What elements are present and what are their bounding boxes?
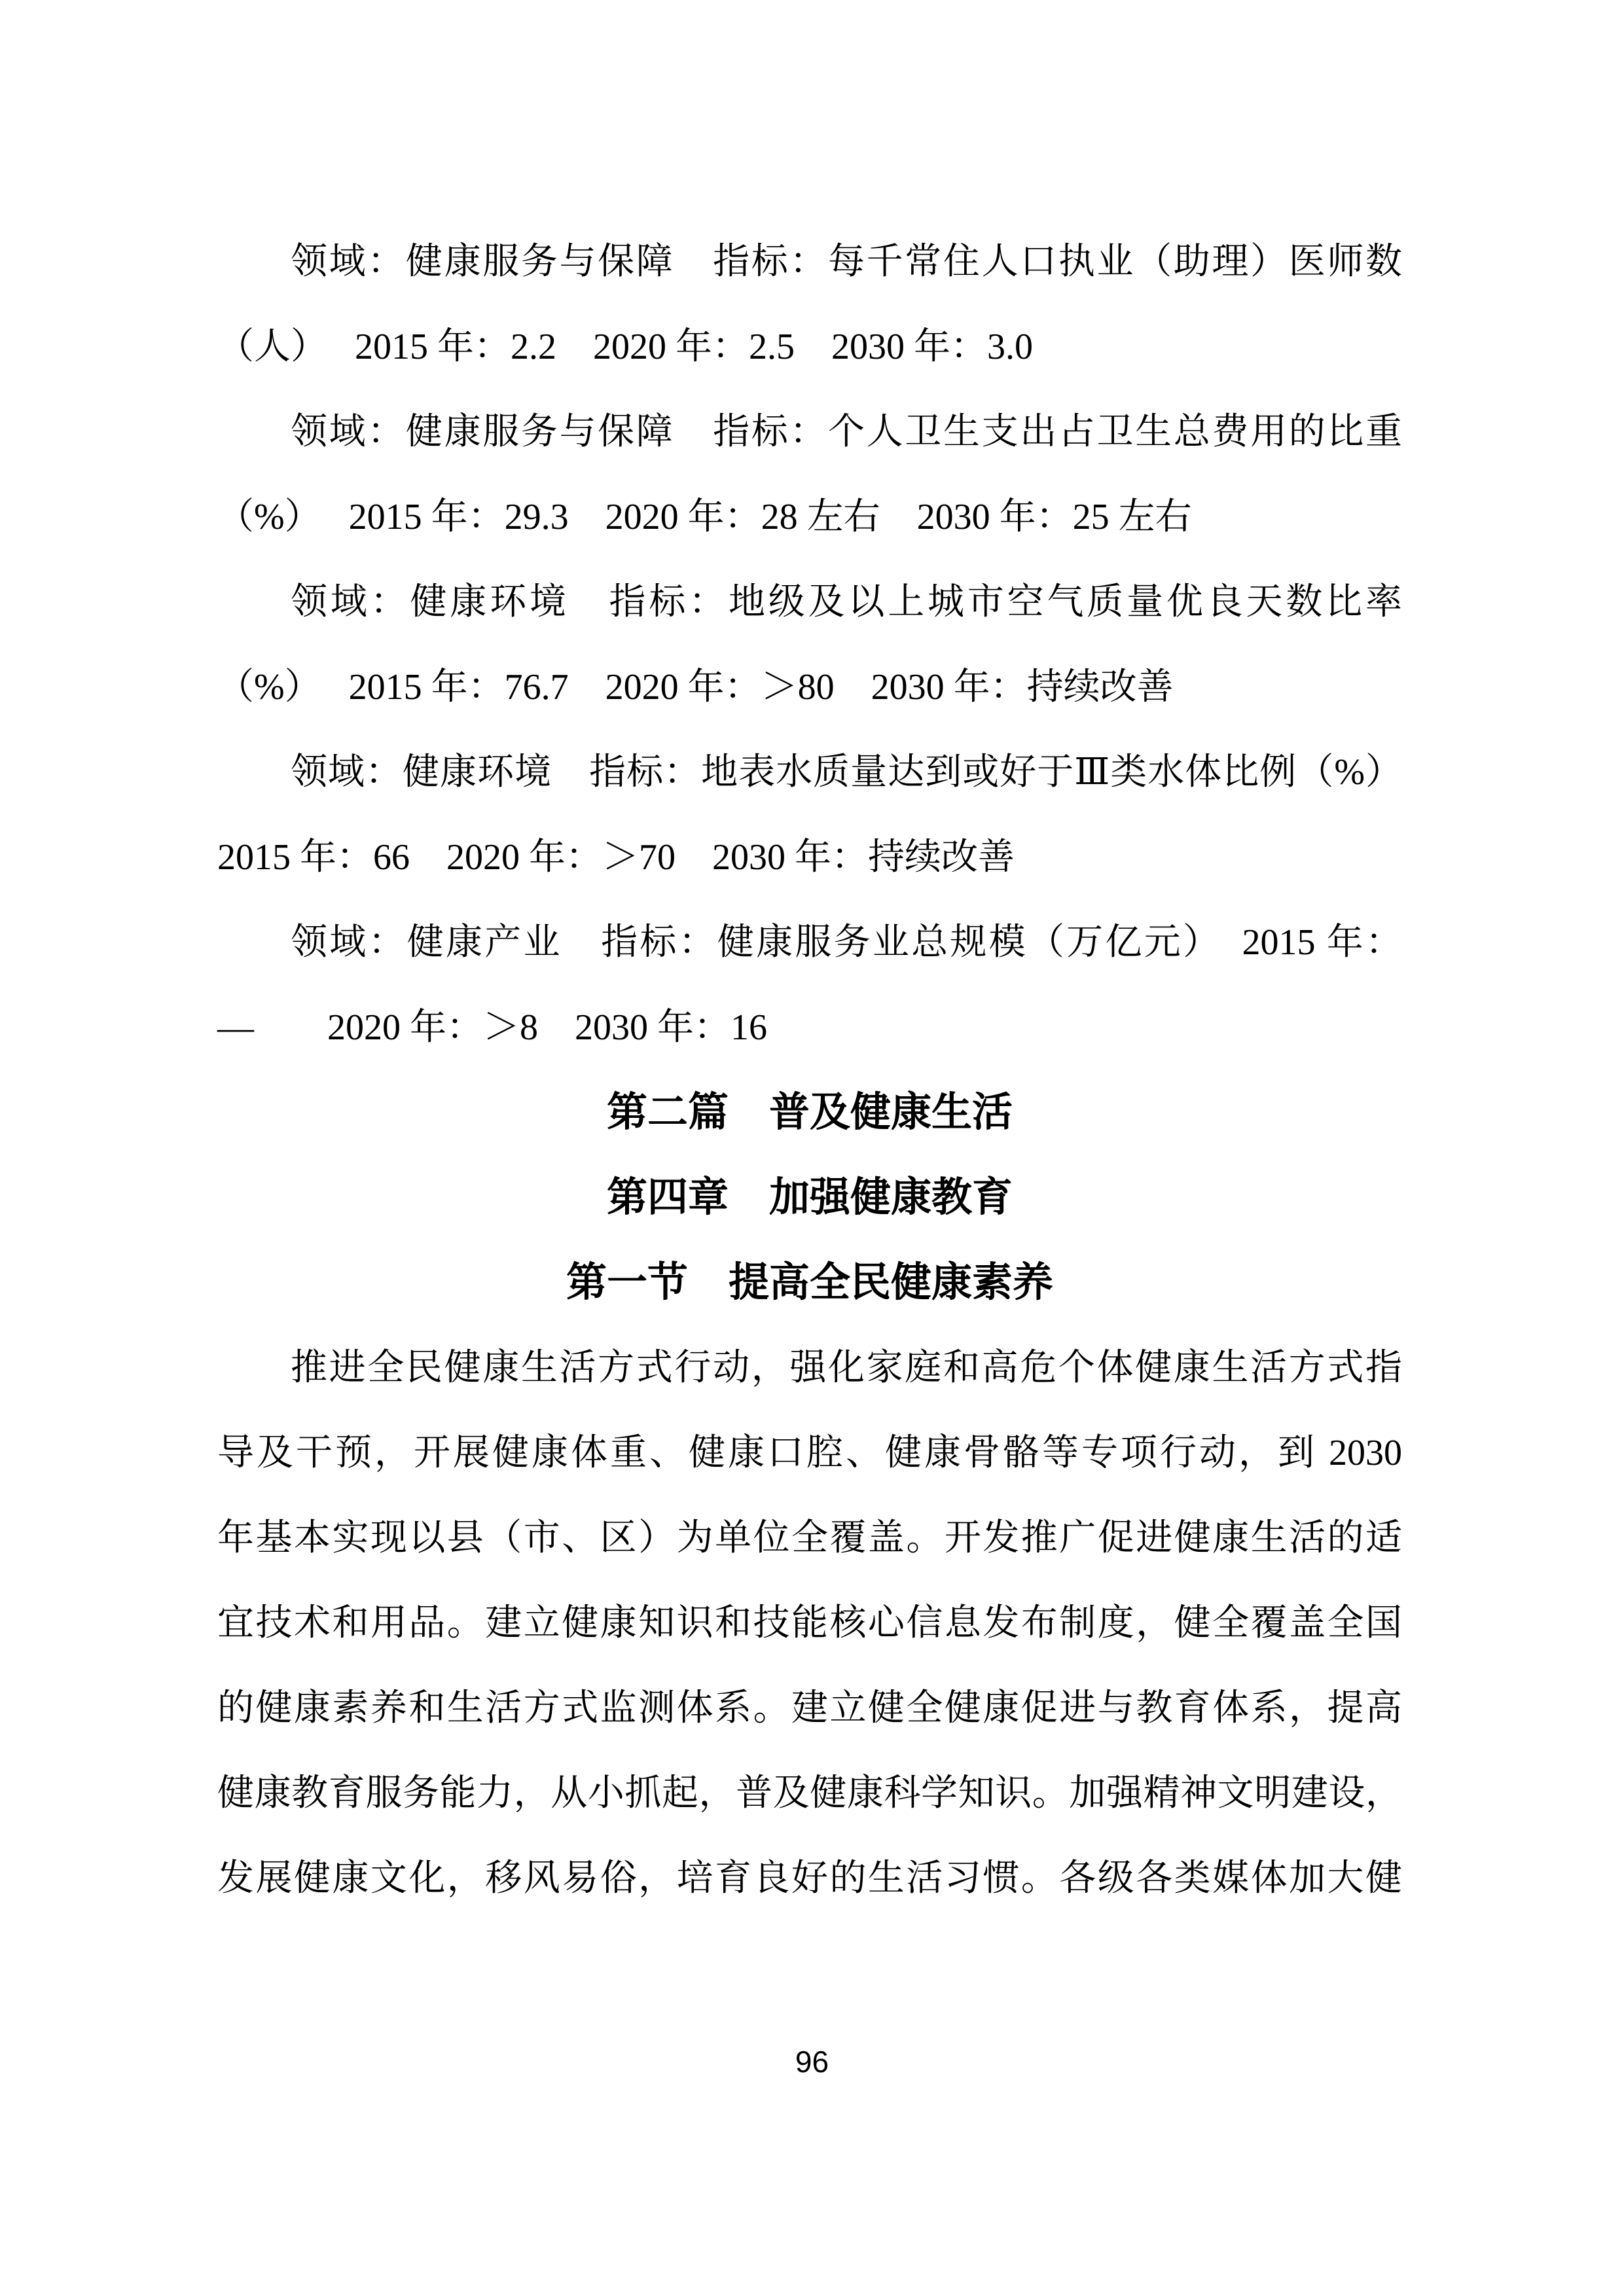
indicator-values-line-1: （人） 2015 年：2.2 2020 年：2.5 2030 年：3.0: [217, 327, 1033, 367]
paragraph-line-7: 发展健康文化，移风易俗，培育良好的生活习惯。各级各类媒体加大健: [217, 1858, 1402, 1899]
paragraph-line-2: 导及干预，开展健康体重、健康口腔、健康骨骼等专项行动，到 2030: [217, 1433, 1402, 1473]
paragraph-line-1: 推进全民健康生活方式行动，强化家庭和高危个体健康生活方式指: [291, 1348, 1402, 1388]
paragraph-line-5: 的健康素养和生活方式监测体系。建立健全健康促进与教育体系，提高: [217, 1688, 1402, 1729]
indicator-values-line-2: （%） 2015 年：29.3 2020 年：28 左右 2030 年：25 左右: [217, 497, 1192, 537]
indicator-line-5: 领域：健康产业 指标：健康服务业总规模（万亿元） 2015 年：: [291, 922, 1402, 963]
section-heading: 第一节 提高全民健康素养: [566, 1261, 1053, 1305]
text-column: [217, 219, 1402, 1921]
indicator-line-1: 领域：健康服务与保障 指标：每千常住人口执业（助理）医师数: [291, 242, 1402, 282]
indicator-line-4: 领域：健康环境 指标：地表水质量达到或好于Ⅲ类水体比例（%）: [291, 752, 1402, 793]
indicator-line-3: 领域：健康环境 指标：地级及以上城市空气质量优良天数比率: [291, 582, 1402, 622]
indicator-values-line-4: 2015 年：66 2020 年：＞70 2030 年：持续改善: [217, 837, 1015, 878]
paragraph-line-3: 年基本实现以县（市、区）为单位全覆盖。开发推广促进健康生活的适: [217, 1518, 1402, 1558]
page-number: 96: [795, 2045, 829, 2079]
paragraph-line-4: 宜技术和用品。建立健康知识和技能核心信息发布制度，健全覆盖全国: [217, 1603, 1402, 1643]
chapter-heading: 第四章 加强健康教育: [606, 1175, 1013, 1220]
indicator-values-line-5: — 2020 年：＞8 2030 年：16: [217, 1007, 767, 1048]
indicator-line-2: 领域：健康服务与保障 指标：个人卫生支出占卫生总费用的比重: [291, 412, 1402, 452]
indicator-values-line-3: （%） 2015 年：76.7 2020 年：＞80 2030 年：持续改善: [217, 667, 1174, 708]
paragraph-line-6: 健康教育服务能力，从小抓起，普及健康科学知识。加强精神文明建设，: [217, 1773, 1402, 1814]
part-heading: 第二篇 普及健康生活: [606, 1090, 1013, 1135]
